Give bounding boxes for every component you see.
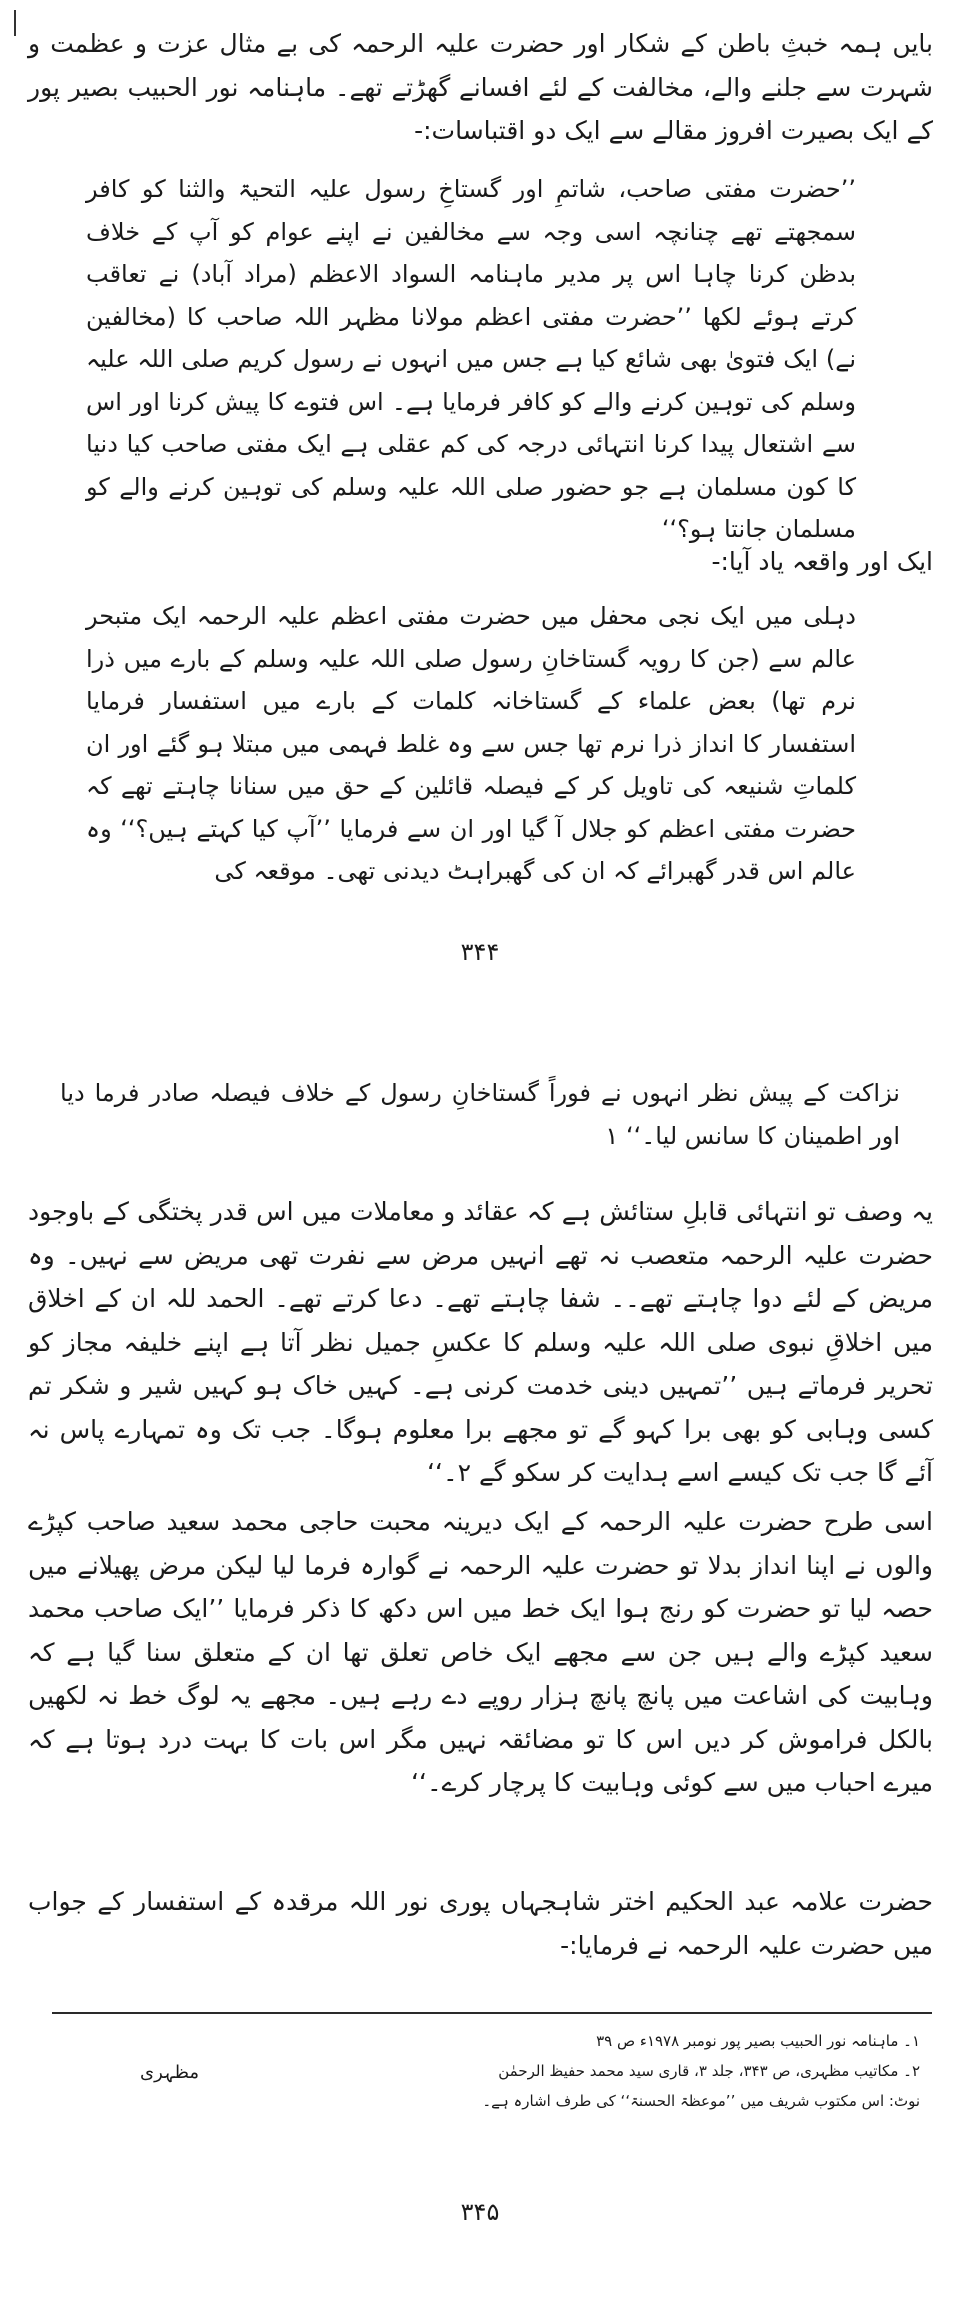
footnote-2: ۲۔ مکاتیب مظہری، ص ۳۴۳، جلد ۳، قاری سید محمد حفیظ الرحمٰن xyxy=(498,2062,920,2080)
quote-delhi-continued: نزاکت کے پیش نظر انہوں نے فوراً گستاخانِ رسول کے خلاف فیصلہ صادر فرما دیا اور اطمینان کا سانس لیا۔‘‘ ۱ xyxy=(60,1079,900,1150)
footnote-1: ۱۔ ماہنامہ نور الحبیب بصیر پور نومبر ۱۹۷۸ء ص ۳۹ xyxy=(596,2032,920,2050)
lead-another-incident: ایک اور واقعہ یاد آیا:- xyxy=(711,547,933,576)
paragraph-shahjahanpuri: حضرت علامہ عبد الحکیم اختر شاہجہاں پوری نور اللہ مرقدہ کے استفسار کے جواب میں حضرت علیہ الرحمہ نے فرمایا:- xyxy=(28,1887,933,1960)
footnote-divider xyxy=(52,2012,932,2014)
quote-mazhar-fatwa: ’’حضرت مفتی صاحب، شاتمِ اور گستاخِ رسول علیہ التحیۃ والثنا کو کافر سمجھتے تھے چنانچہ اسی وجہ سے مخالفین نے اپنے عوام کو آپ کے خلاف بدظن کرنا چاہا اس پر مدیر ماہنامہ السواد الاعظم (مراد آباد) نے تعاقب کرتے ہوئے لکھا ’’حضرت مفتی اعظم مولانا مظہر اللہ صاحب کا (مخالفین نے) ایک فتویٰ بھی شائع کیا ہے جس میں انہوں نے رسول کریم صلی اللہ علیہ وسلم کی توہین کرنے والے کو کافر فرمایا ہے۔ اس فتوے کا پیش کرنا اور اس سے اشتعال پیدا کرنا انتہائی درجہ کی کم عقلی ہے ایک مفتی صاحب کیا دنیا کا کون مسلمان ہے جو حضور صلی اللہ علیہ وسلم کی توہین کرنے والے کو مسلمان جانتا ہو؟‘‘ xyxy=(86,175,856,543)
quote-delhi-gathering: دہلی میں ایک نجی محفل میں حضرت مفتی اعظم علیہ الرحمہ ایک متبحر عالم سے (جن کا رویہ گستاخانِ رسول صلی اللہ علیہ وسلم کے بارے میں ذرا نرم تھا) بعض علماء کے گستاخانہ کلمات کے بارے میں استفسار فرمایا استفسار کا انداز ذرا نرم تھا جس سے وہ غلط فہمی میں مبتلا ہو گئے اور ان کلماتِ شنیعہ کی تاویل کر کے فیصلہ قائلین کے حق میں سنانا چاہتے تھے کہ حضرت مفتی اعظم کو جلال آ گیا اور ان سے فرمایا ’’آپ کیا کہتے ہیں؟‘‘ وہ عالم اس قدر گھبرائے کہ ان کی گھبراہٹ دیدنی تھی۔ موقعہ کی xyxy=(86,602,856,885)
paragraph-virtue: یہ وصف تو انتہائی قابلِ ستائش ہے کہ عقائد و معاملات میں اس قدر پختگی کے باوجود حضرت علیہ الرحمہ متعصب نہ تھے انہیں مرض سے نفرت تھی مریض سے نہیں۔ وہ مریض کے لئے دوا چاہتے تھے۔۔ شفا چاہتے تھے۔ دعا کرتے تھے۔ الحمد للہ ان کے اخلاق میں اخلاقِ نبوی صلی اللہ علیہ وسلم کا عکسِ جمیل نظر آتا ہے اپنے خلیفہ مجاز کو تحریر فرماتے ہیں ’’تمہیں دینی خدمت کرنی ہے۔ کہیں خاک ہو کہیں شیر و شکر تم کسی وہابی کو بھی برا کہو گے تو مجھے برا معلوم ہوگا۔ جب تک وہ تمہارے پاس نہ آئے گا جب تک کیسے اسے ہدایت کر سکو گے ۲۔‘‘ xyxy=(28,1197,933,1487)
page-number-344: ۳۴۴ xyxy=(460,938,500,966)
footnote-note: نوٹ: اس مکتوب شریف میں ’’موعظۃ الحسنۃ‘‘ کی طرف اشارہ ہے۔ xyxy=(482,2092,920,2110)
corner-mark xyxy=(14,10,16,36)
paragraph-haji-saeed: اسی طرح حضرت علیہ الرحمہ کے ایک دیرینہ محبت حاجی محمد سعید صاحب کپڑے والوں نے اپنا انداز بدلا تو حضرت علیہ الرحمہ نے گوارہ فرما لیا لیکن مرض پھیلانے میں حصہ لیا تو حضرت کو رنج ہوا ایک خط میں اس دکھ کا ذکر فرمایا ’’ایک صاحب محمد سعید کپڑے والے ہیں جن سے مجھے ایک خاص تعلق تھا ان کے متعلق سنا گیا ہے کہ وہابیت کی اشاعت میں پانچ پانچ ہزار روپے دے رہے ہیں۔ مجھے یہ لوگ خط نہ لکھیں بالکل فراموش کر دیں اس کا تو مضائقہ نہیں مگر اس بات کا بہت درد ہوتا ہے کہ میرے احباب میں سے کوئی وہابیت کا پرچار کرے۔‘‘ xyxy=(28,1507,933,1797)
signature-mazhari: مظہری xyxy=(140,2062,199,2083)
page-number-345: ۳۴۵ xyxy=(460,2198,500,2226)
paragraph-intro: بایں ہمہ خبثِ باطن کے شکار اور حضرت علیہ الرحمہ کی بے مثال عزت و عظمت و شہرت سے جلنے والے، مخالفت کے لئے افسانے گھڑتے تھے۔ ماہنامہ نور الحبیب بصیر پور کے ایک بصیرت افروز مقالے سے ایک دو اقتباسات:- xyxy=(28,29,933,145)
